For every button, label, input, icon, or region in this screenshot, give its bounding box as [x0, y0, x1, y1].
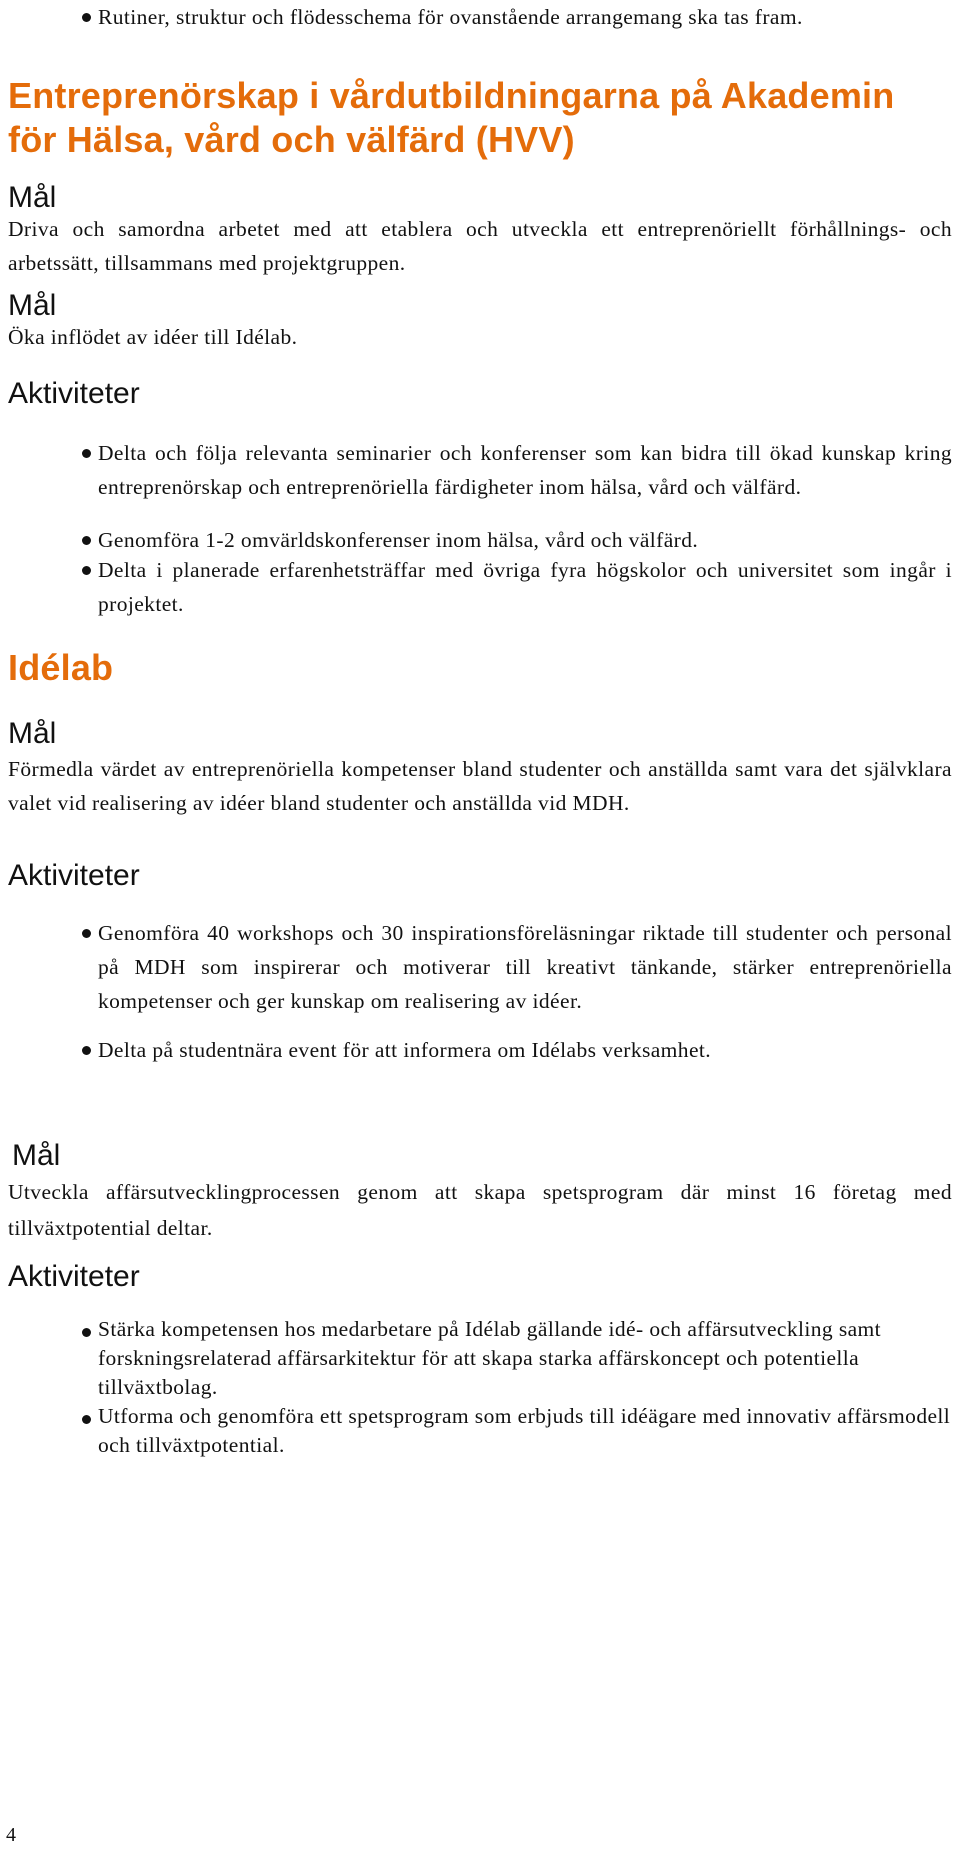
list-item-text: Delta på studentnära event för att informera om Idélabs verksamhet. — [98, 1038, 712, 1062]
list-item-text: Genomföra 40 workshops och 30 inspirationsföreläsningar riktade till studenter och personal på MDH som inspirerar och motiverar till kreativt tänkande, stärker entreprenöriella kompetenser och ger kunskap om realisering av idéer. — [98, 921, 952, 1013]
bullet-dot — [82, 1415, 91, 1424]
bullet-dot — [82, 1328, 91, 1337]
goal-text: Öka inflödet av idéer till Idélab. — [8, 325, 298, 349]
goal-label: Mål — [8, 181, 57, 214]
bullet-dot — [82, 1046, 91, 1055]
bullet-dot — [82, 536, 91, 545]
bullet-dot — [82, 13, 91, 22]
bullet-dot — [82, 449, 91, 458]
goal-label: Mål — [8, 289, 57, 322]
list-item-text: Genomföra 1-2 omvärldskonferenser inom hälsa, vård och välfärd. — [98, 528, 699, 552]
list-item-text: Stärka kompetensen hos medarbetare på Idélab gällande idé- och affärsutveckling samt forskningsrelaterad affärsarkitektur för att skapa starka affärskoncept och potentiella tillväxtbolag. — [98, 1317, 882, 1399]
activities-label: Aktiviteter — [8, 859, 140, 892]
list-item-text: Delta och följa relevanta seminarier och konferenser som kan bidra till ökad kunskap kring entreprenörskap och entreprenöriella färdigheter inom hälsa, vård och välfärd. — [98, 441, 952, 499]
goal-text: Utveckla affärsutvecklingprocessen genom att skapa spetsprogram där minst 16 företag med tillväxtpotential deltar. — [8, 1180, 952, 1240]
list-item-text: Delta i planerade erfarenhetsträffar med övriga fyra högskolor och universitet som ingår i projektet. — [98, 558, 952, 616]
goal-text: Driva och samordna arbetet med att etablera och utveckla ett entreprenöriellt förhållnings- och arbetssätt, tillsammans med projektgruppen. — [8, 217, 952, 275]
section-heading-hvv: Entreprenörskap i vårdutbildningarna på Akademin för Hälsa, vård och välfärd (HVV) — [8, 75, 895, 160]
bullet-dot — [82, 566, 91, 575]
page-number: 4 — [6, 1824, 16, 1846]
activities-label: Aktiviteter — [8, 377, 140, 410]
list-item-text: Rutiner, struktur och flödesschema för ovanstående arrangemang ska tas fram. — [98, 5, 803, 29]
list-item-text: Utforma och genomföra ett spetsprogram som erbjuds till idéägare med innovativ affärsmodell och tillväxtpotential. — [98, 1404, 951, 1457]
goal-label: Mål — [8, 717, 57, 750]
goal-text: Förmedla värdet av entreprenöriella kompetenser bland studenter och anställda samt vara det självklara valet vid realisering av idéer bland studenter och anställda vid MDH. — [8, 757, 952, 815]
activities-label: Aktiviteter — [8, 1260, 140, 1293]
section-heading-idelab: Idélab — [8, 647, 114, 688]
goal-label: Mål — [12, 1139, 61, 1172]
bullet-dot — [82, 929, 91, 938]
